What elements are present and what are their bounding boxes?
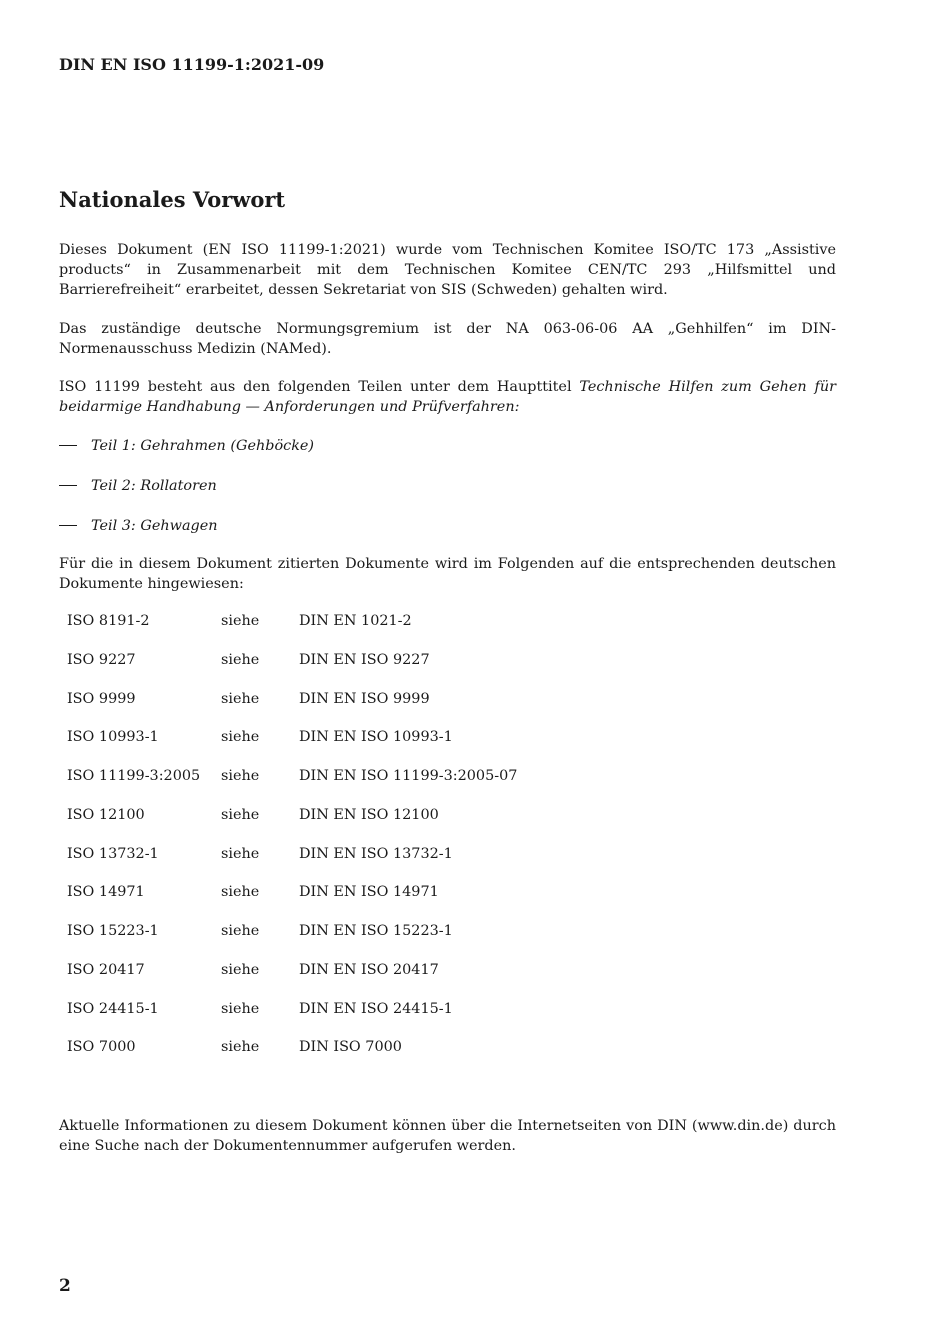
paragraph-committee: Dieses Dokument (EN ISO 11199-1:2021) wurde vom Technischen Komitee ISO/TC 173 „Assistive products“ in Zusammenarbeit mit dem Technischen Komitee CEN/TC 293 „Hilfsmittel und Barrierefreiheit“ erarbeitet, dessen Sekretariat von SIS (Schweden) gehalten wird. [59, 242, 836, 298]
iso-ref: ISO 8191-2 [67, 613, 150, 629]
din-ref: DIN EN ISO 9999 [299, 690, 430, 707]
see-label: siehe [221, 1000, 260, 1017]
list-item-part-1 [59, 436, 314, 456]
see-label: siehe [221, 961, 260, 978]
iso-ref: ISO 13732-1 [67, 845, 159, 862]
iso-ref: ISO 12100 [67, 806, 145, 823]
see-label: siehe [221, 690, 260, 707]
dash-bullet [59, 525, 77, 526]
see-label: siehe [221, 923, 260, 939]
din-ref: DIN EN ISO 15223-1 [299, 923, 453, 939]
list-item-text: Teil 2: Rollatoren [91, 478, 217, 494]
iso-ref: ISO 11199-3:2005 [67, 768, 201, 784]
din-ref: DIN EN ISO 14971 [299, 884, 439, 901]
iso-ref: ISO 10993-1 [67, 729, 159, 746]
din-ref: DIN EN ISO 11199-3:2005-07 [299, 768, 518, 784]
din-ref: DIN EN ISO 13732-1 [299, 845, 453, 862]
iso-ref: ISO 20417 [67, 961, 145, 978]
iso-ref: ISO 14971 [67, 884, 145, 901]
page-number: 2 [59, 1276, 71, 1296]
list-item-text: Teil 1: Gehrahmen (Gehböcke) [91, 438, 315, 454]
iso-ref: ISO 9227 [67, 651, 136, 668]
din-ref: DIN EN 1021-2 [299, 613, 412, 629]
din-ref: DIN EN ISO 9227 [299, 651, 430, 668]
main-title-italic: Technische Hilfen zum Gehen für beidarmige Handhabung — Anforderungen und Prüfverfahren: [59, 379, 836, 415]
see-label: siehe [221, 613, 260, 629]
see-label: siehe [221, 806, 260, 823]
see-label: siehe [221, 884, 260, 901]
parts-intro-text: ISO 11199 besteht aus den folgenden Teilen unter dem Haupttitel [59, 379, 580, 395]
din-ref: DIN EN ISO 10993-1 [299, 729, 453, 746]
iso-ref: ISO 24415-1 [67, 1000, 159, 1017]
section-title: Nationales Vorwort [59, 187, 286, 212]
paragraph-national-body: Das zuständige deutsche Normungsgremium ist der NA 063-06-06 AA „Gehhilfen“ im DIN-Normenausschuss Medizin (NAMed). [59, 321, 836, 357]
din-ref: DIN ISO 7000 [299, 1039, 402, 1056]
see-label: siehe [221, 729, 260, 746]
see-label: siehe [221, 1039, 260, 1056]
iso-ref: ISO 15223-1 [67, 923, 159, 939]
paragraph-din-info: Aktuelle Informationen zu diesem Dokument können über die Internetseiten von DIN (www.din.de) durch eine Suche nach der Dokumentennummer aufgerufen werden. [59, 1118, 836, 1154]
list-item-part-2 [59, 476, 217, 496]
see-label: siehe [221, 768, 260, 784]
din-ref: DIN EN ISO 12100 [299, 806, 439, 823]
list-item-text: Teil 3: Gehwagen [91, 518, 218, 534]
paragraph-references-intro: Für die in diesem Dokument zitierten Dokumente wird im Folgenden auf die entsprechenden deutschen Dokumente hingewiesen: [59, 556, 836, 592]
iso-ref: ISO 9999 [67, 690, 136, 707]
see-label: siehe [221, 845, 260, 862]
see-label: siehe [221, 651, 260, 668]
dash-bullet [59, 485, 77, 486]
dash-bullet [59, 445, 77, 446]
paragraph-parts-intro [59, 377, 836, 417]
din-ref: DIN EN ISO 20417 [299, 961, 439, 978]
list-item-part-3 [59, 516, 218, 536]
din-ref: DIN EN ISO 24415-1 [299, 1000, 453, 1017]
document-header: DIN EN ISO 11199-1:2021-09 [59, 55, 325, 74]
iso-ref: ISO 7000 [67, 1039, 136, 1056]
